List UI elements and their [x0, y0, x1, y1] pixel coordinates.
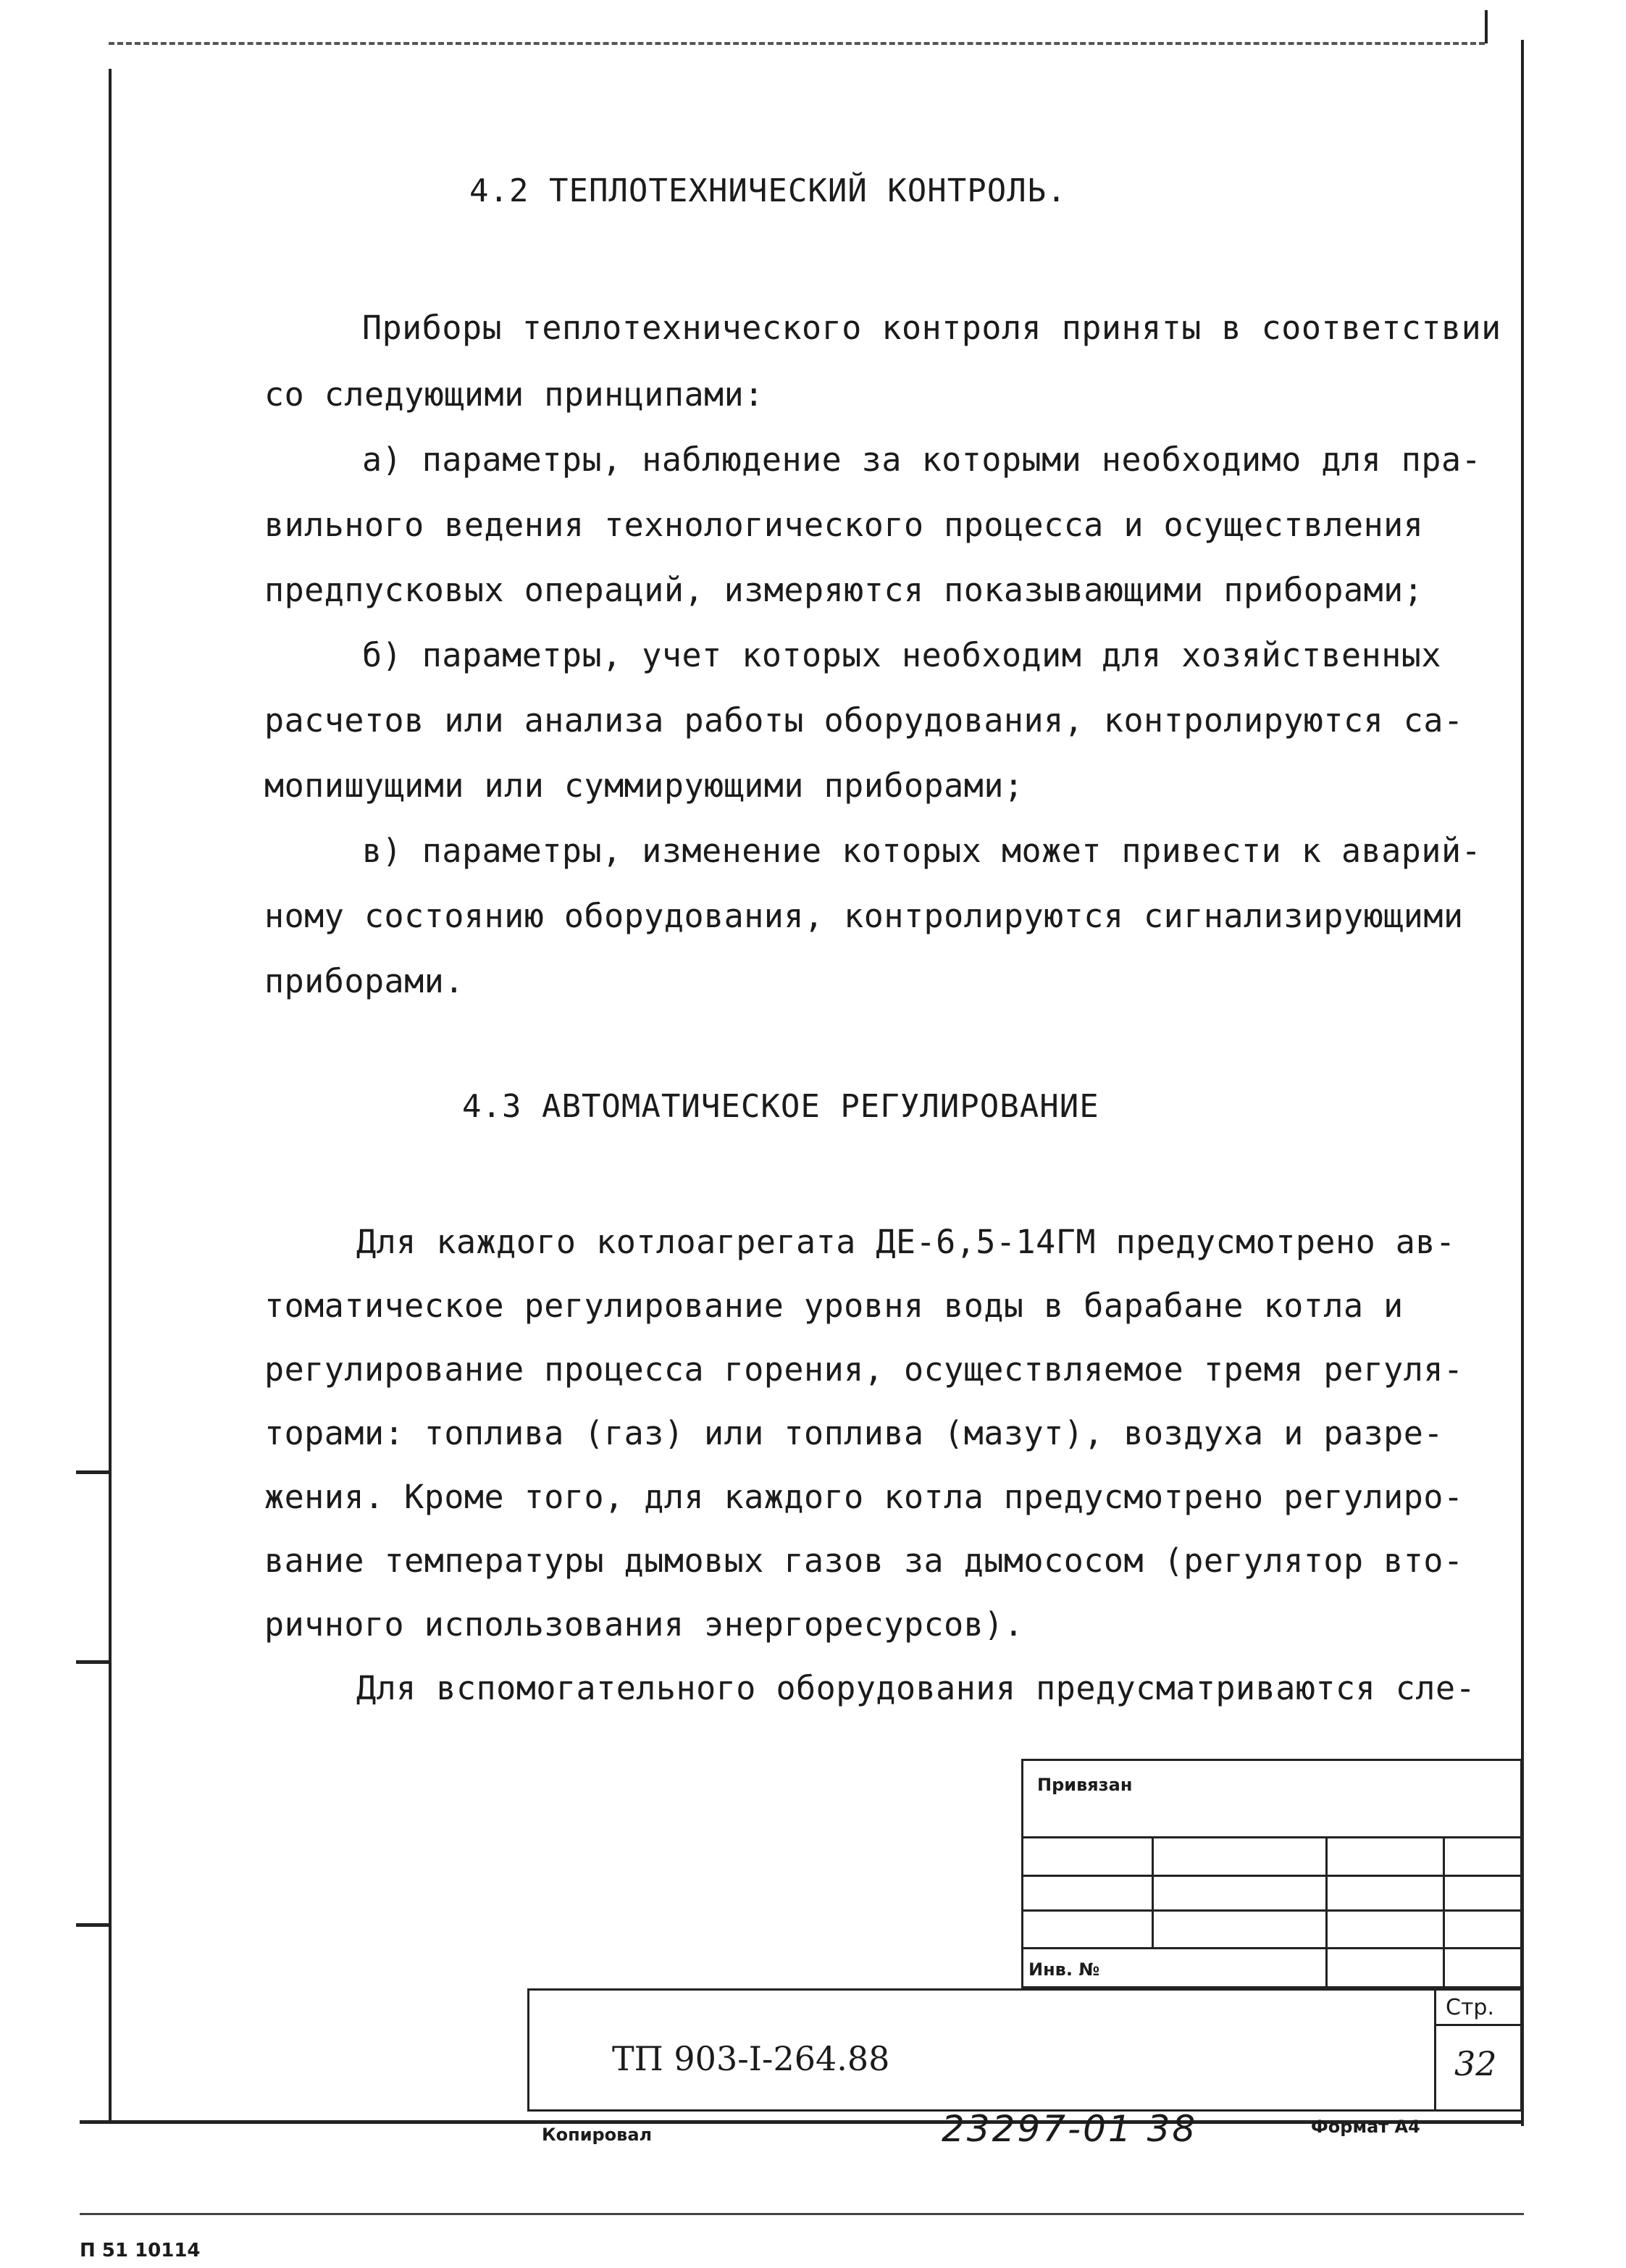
- bottom-border-line: [80, 2120, 1524, 2124]
- paragraph-line: ному состоянию оборудования, контролируются сигнализирующими: [264, 897, 1464, 935]
- margin-tick: [76, 1470, 111, 1474]
- stamp-page-row-line: [1434, 2024, 1522, 2026]
- paragraph-line: торами: топлива (газ) или топлива (мазут), воздуха и разре-: [264, 1414, 1443, 1452]
- paragraph-line: томатическое регулирование уровня воды в барабане котла и: [264, 1286, 1404, 1325]
- paragraph-line: Приборы теплотехнического контроля приняты в соответствии: [362, 309, 1501, 347]
- stamp-page-number: 32: [1454, 2044, 1497, 2083]
- paragraph-line: б) параметры, учет которых необходим для хозяйственных: [362, 636, 1441, 674]
- format-label: Формат А4: [1311, 2117, 1420, 2137]
- margin-tick: [76, 1660, 111, 1664]
- paragraph-line: мопишущими или суммирующими приборами;: [264, 766, 1024, 805]
- stamp-grid-row-line: [1021, 1909, 1522, 1912]
- paragraph-line: приборами.: [264, 962, 464, 1000]
- paragraph-line: со следующими принципами:: [264, 375, 764, 414]
- paragraph-line: в) параметры, изменение которых может привести к аварий-: [362, 832, 1482, 870]
- paragraph-line: а) параметры, наблюдение за которыми необходимо для пра-: [362, 440, 1482, 479]
- stamp-grid-col-line: [1152, 1836, 1154, 1949]
- stamp-privyazan-cell: [1021, 1759, 1522, 1838]
- paragraph-line: предпусковых операций, измеряются показывающими приборами;: [264, 571, 1424, 609]
- top-right-tick: [1485, 10, 1488, 43]
- stamp-inv-label: Инв. №: [1028, 1959, 1100, 1980]
- section-heading-4-3: 4.3 АВТОМАТИЧЕСКОЕ РЕГУЛИРОВАНИЕ: [462, 1088, 1099, 1125]
- stamp-grid-row-line: [1021, 1875, 1522, 1877]
- paragraph-line: ричного использования энергоресурсов).: [264, 1605, 1024, 1644]
- stamp-grid-col-line: [1443, 1836, 1445, 1988]
- stamp-grid-row-line: [1021, 1947, 1522, 1949]
- left-border-line: [109, 69, 112, 2122]
- top-border-line: [109, 42, 1485, 45]
- stamp-doc-code: ТП 903-I-264.88: [612, 2039, 890, 2078]
- stamp-privyazan-label: Привязан: [1037, 1775, 1133, 1795]
- footer-line: [80, 2213, 1524, 2215]
- paragraph-line: жения. Кроме того, для каждого котла предусмотрено регулиро-: [264, 1478, 1464, 1516]
- stamp-page-label: Стр.: [1446, 1995, 1495, 2020]
- copied-label: Копировал: [542, 2125, 653, 2145]
- stamp-grid-col-line: [1325, 1836, 1328, 1988]
- paragraph-line: регулирование процесса горения, осуществляемое тремя регуля-: [264, 1350, 1464, 1389]
- stamp-page-col-line: [1434, 1988, 1436, 2112]
- handwritten-archive-number: 23297-01 38: [942, 2108, 1198, 2150]
- section-heading-4-2: 4.2 ТЕПЛОТЕХНИЧЕСКИЙ КОНТРОЛЬ.: [469, 172, 1067, 209]
- footer-code: П 51 10114: [80, 2240, 201, 2261]
- paragraph-line: вильного ведения технологического процесса и осуществления: [264, 506, 1424, 544]
- margin-tick: [76, 1923, 111, 1927]
- paragraph-line: Для каждого котлоагрегата ДЕ-6,5-14ГМ предусмотрено ав-: [356, 1223, 1456, 1261]
- paragraph-line: Для вспомогательного оборудования предусматриваются сле-: [356, 1669, 1476, 1707]
- paragraph-line: расчетов или анализа работы оборудования, контролируются са-: [264, 701, 1464, 740]
- paragraph-line: вание температуры дымовых газов за дымососом (регулятор вто-: [264, 1541, 1464, 1580]
